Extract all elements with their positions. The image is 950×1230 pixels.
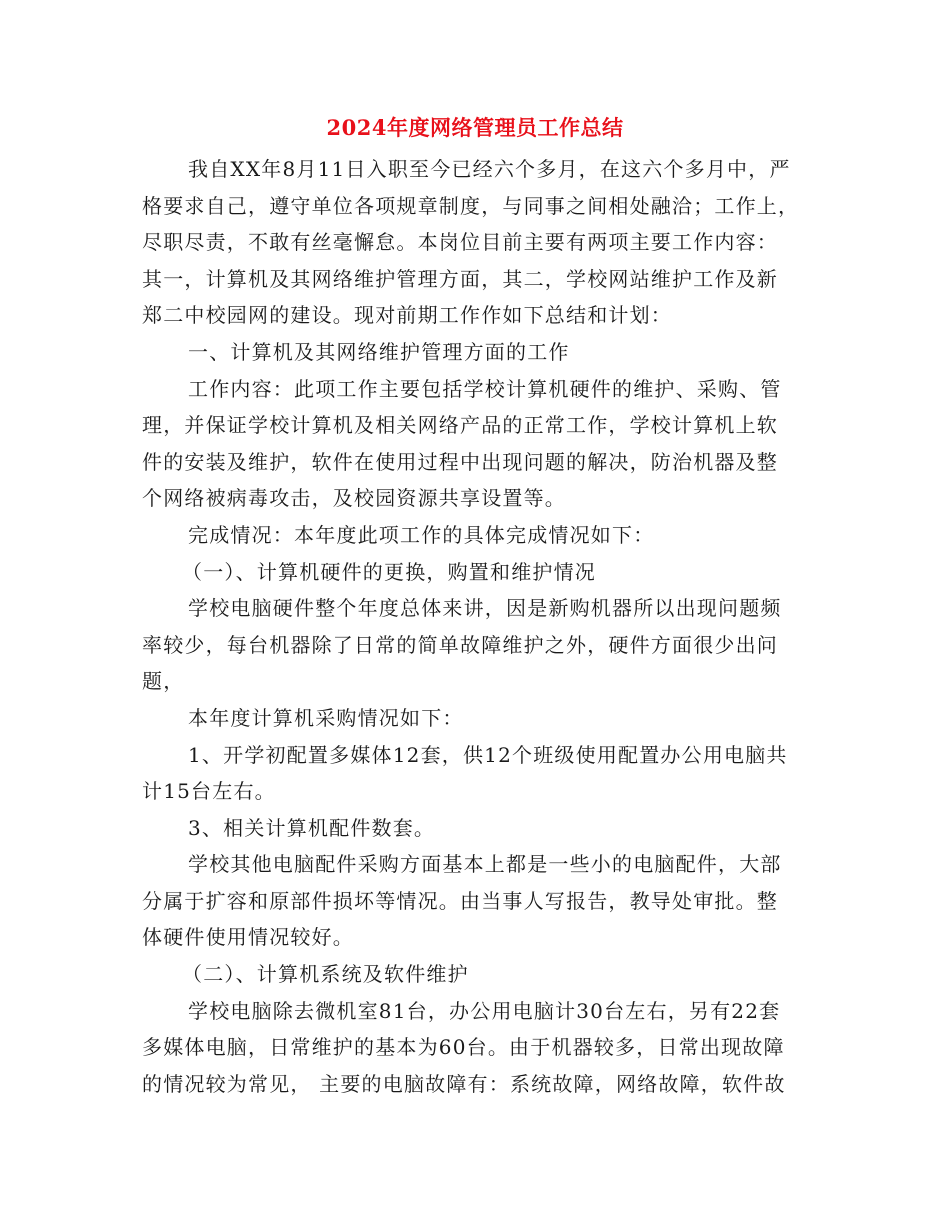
body-line: 个网络被病毒攻击，及校园资源共享设置等。 [142,486,566,511]
body-line: 多媒体电脑，日常维护的基本为60台。由于机器较多，日常出现故障 [142,1035,785,1060]
body-line: 体硬件使用情况较好。 [142,925,354,950]
body-line: 其一，计算机及其网络维护管理方面，其二，学校网站维护工作及新 [142,266,778,291]
body-line: 学校电脑除去微机室81台，办公用电脑计30台左右，另有22套 [188,998,781,1023]
body-line: 我自XX年8月11日入职至今已经六个多月，在这六个多月中，严 [188,157,791,181]
body-line: 题， [142,669,185,694]
body-line: （一）、计算机硬件的更换，购置和维护情况 [182,559,596,584]
document-body [142,151,802,1102]
body-line: 率较少，每台机器除了日常的简单故障维护之外，硬件方面很少出问 [142,632,778,657]
document-title: 2024年度网络管理员工作总结 [326,115,624,140]
body-line: 尽职尽责，不敢有丝毫懈怠。本岗位目前主要有两项主要工作内容： [142,230,778,255]
body-line: （二）、计算机系统及软件维护 [182,962,469,987]
body-line: 完成情况：本年度此项工作的具体完成情况如下： [188,522,655,547]
body-line: 一、计算机及其网络维护管理方面的工作 [188,339,570,364]
body-line: 学校电脑硬件整个年度总体来讲，因是新购机器所以出现问题频 [188,596,782,621]
body-line: 1、开学初配置多媒体12套，供12个班级使用配置办公用电脑共 [188,742,788,767]
body-line: 郑二中校园网的建设。现对前期工作作如下总结和计划： [142,303,672,328]
body-line: 本年度计算机采购情况如下： [188,705,464,730]
body-line: 分属于扩容和原部件损坏等情况。由当事人写报告，教导处审批。整 [142,888,778,913]
body-line: 的情况较为常见， 主要的电脑故障有：系统故障，网络故障，软件故 [142,1071,786,1096]
body-line: 格要求自己，遵守单位各项规章制度，与同事之间相处融洽；工作上， [142,193,800,218]
body-line: 计15台左右。 [142,779,276,804]
body-line: 件的安装及维护，软件在使用过程中出现问题的解决，防治机器及整 [142,449,778,474]
body-line: 理，并保证学校计算机及相关网络产品的正常工作，学校计算机上软 [142,413,778,438]
body-line: 3、相关计算机配件数套。 [188,815,436,840]
body-line: 工作内容：此项工作主要包括学校计算机硬件的维护、采购、管 [188,376,782,401]
body-line: 学校其他电脑配件采购方面基本上都是一些小的电脑配件，大部 [188,852,782,877]
